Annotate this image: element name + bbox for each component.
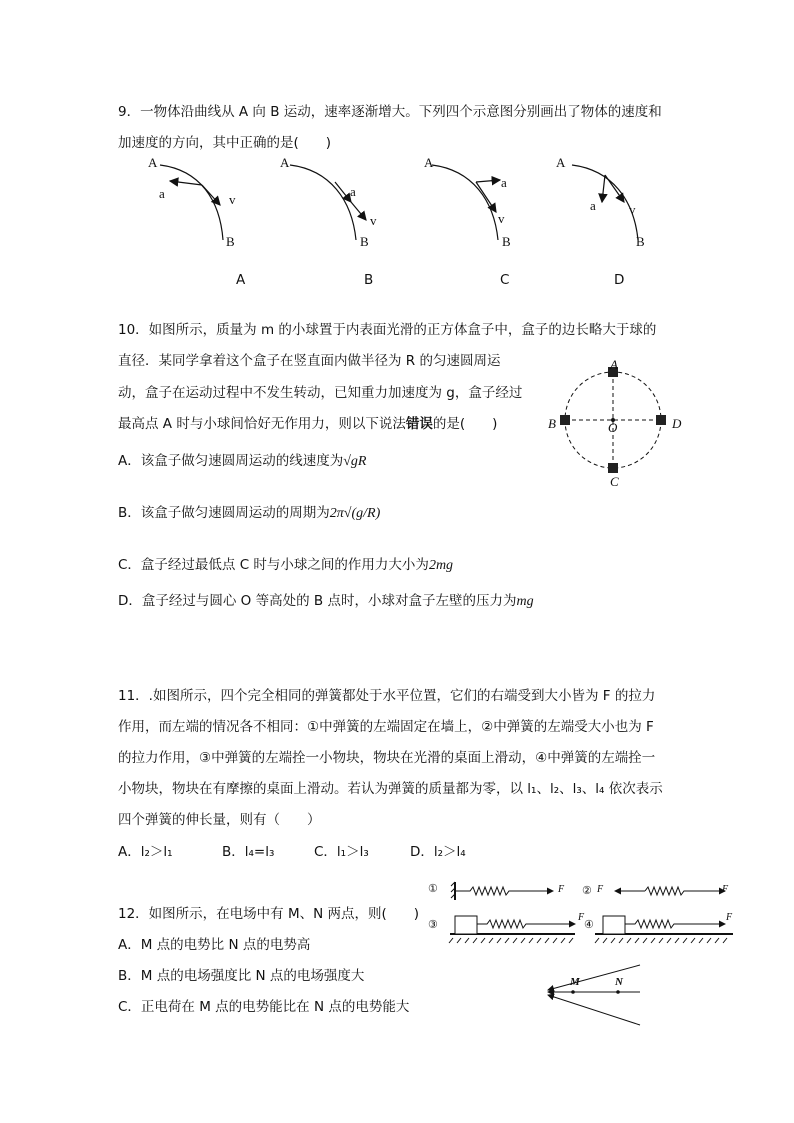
q11-line-5: 四个弹簧的伸长量，则有（ ） [118,812,321,828]
q11-fig-num-4: ④ [584,919,594,931]
q10-option-d-formula: mg [516,594,534,609]
q11-fig-force-2-right: F [722,884,729,895]
q9-b-velocity-label: v [370,213,377,228]
q11-fig-force-1: F [558,884,565,895]
q12-field-figure [540,963,650,1033]
q10-line-4-post: 的是( ) [432,416,498,432]
q10-option-b-formula: 2π√(g/R) [329,506,381,521]
q9-b-start-label: A [280,155,290,170]
q10-option-b [118,504,380,523]
q10-option-d-text: D．盒子经过与圆心 O 等高处的 B 点时，小球对盒子左壁的压力为 [118,593,517,609]
q11-fig-num-2: ② [582,885,592,897]
q9-c-start-label: A [424,155,434,170]
q11-line-2: 作用，而左端的情况各不相同：①中弹簧的左端固定在墙上，②中弹簧的左端受大小也为 F [118,719,654,735]
q9-a-start-label: A [148,155,158,170]
q9-a-velocity-label: v [229,192,236,207]
q11-fig-num-3: ③ [428,919,438,931]
q9-option-c: C [500,272,510,288]
q12-option-c: C．正电荷在 M 点的电势能比在 N 点的电势能大 [118,999,410,1015]
q9-line-2: 加速度的方向，其中正确的是( ) [118,135,332,151]
q9-option-b: B [364,272,374,288]
q10-fig-label-right: D [672,416,682,431]
q10-fig-label-center: O [608,420,618,435]
q10-option-c-formula: 2mg [428,558,454,573]
q11-line-4: 小物块，物块在有摩擦的桌面上滑动。若认为弹簧的质量都为零，以 l₁、l₂、l₃、l₄ 依次表示 [118,781,663,797]
q9-option-a: A [236,272,246,288]
q11-option-b: B．l₄=l₃ [222,844,275,860]
q11-option-a: A．l₂＞l₁ [118,844,173,860]
q9-c-velocity-label: v [498,211,505,226]
q10-option-b-text: B．该盒子做匀速圆周运动的周期为 [118,505,330,521]
q9-a-end-label: B [226,234,235,249]
q11-line-1: 11．.如图所示，四个完全相同的弹簧都处于水平位置，它们的右端受到大小皆为 F 的拉力 [118,688,656,704]
q9-option-d: D [614,272,625,288]
q10-line-4-bold: 错误 [405,416,433,432]
q12-fig-label-n: N [615,976,623,988]
q9-line-1: 9．一物体沿曲线从 A 向 B 运动，速率逐渐增大。下列四个示意图分别画出了物体的速度和 [118,104,662,120]
q11-fig-force-3: F [578,912,585,923]
q10-fig-label-bottom: C [610,474,619,489]
q10-line-1: 10．如图所示，质量为 m 的小球置于内表面光滑的正方体盒子中，盒子的边长略大于球的 [118,322,657,338]
q10-line-2: 直径．某同学拿着这个盒子在竖直面内做半径为 R 的匀速圆周运 [118,353,501,369]
q12-option-a: A．M 点的电势比 N 点的电势高 [118,937,311,953]
q10-fig-label-left: B [548,416,556,431]
q12-line-1: 12．如图所示，在电场中有 M、N 两点，则( ) [118,906,420,922]
q9-d-accel-label: a [590,198,596,213]
q9-diagram-c [432,165,500,240]
q10-fig-label-top: A [610,357,618,372]
q10-line-4 [118,415,497,433]
q11-line-3: 的拉力作用，③中弹簧的左端拴一小物块，物块在光滑的桌面上滑动，④中弹簧的左端拴一 [118,750,656,766]
q9-diagram-a [160,165,223,240]
q9-d-velocity-label: v [629,202,636,217]
q9-a-accel-label: a [159,186,165,201]
q10-option-d [118,592,534,611]
q9-c-accel-label: a [501,175,507,190]
q9-b-end-label: B [360,234,369,249]
q10-option-a-text: A．该盒子做匀速圆周运动的线速度为 [118,453,344,469]
q11-fig-num-1: ① [428,883,438,895]
q12-option-b: B．M 点的电场强度比 N 点的电场强度大 [118,968,365,984]
q12-fig-label-m: M [570,976,580,988]
q9-diagram-b [290,165,366,240]
q11-option-c: C．l₁＞l₃ [314,844,369,860]
q10-option-a-formula: √gR [343,454,367,469]
q9-figure [140,150,700,290]
q9-d-start-label: A [556,155,566,170]
q11-fig-force-4: F [726,912,733,923]
q10-option-a [118,452,367,471]
q11-option-d: D．l₂＞l₄ [410,844,466,860]
q9-c-end-label: B [502,234,511,249]
q10-option-c-text: C．盒子经过最低点 C 时与小球之间的作用力大小为 [118,557,429,573]
q10-line-4-pre: 最高点 A 时与小球间恰好无作用力，则以下说法 [118,416,406,432]
q9-b-accel-label: a [350,184,356,199]
q11-fig-force-2-left: F [597,884,604,895]
q10-line-3: 动，盒子在运动过程中不发生转动，已知重力加速度为 g，盒子经过 [118,385,523,401]
q10-option-c [118,556,453,575]
q9-d-end-label: B [636,234,645,249]
